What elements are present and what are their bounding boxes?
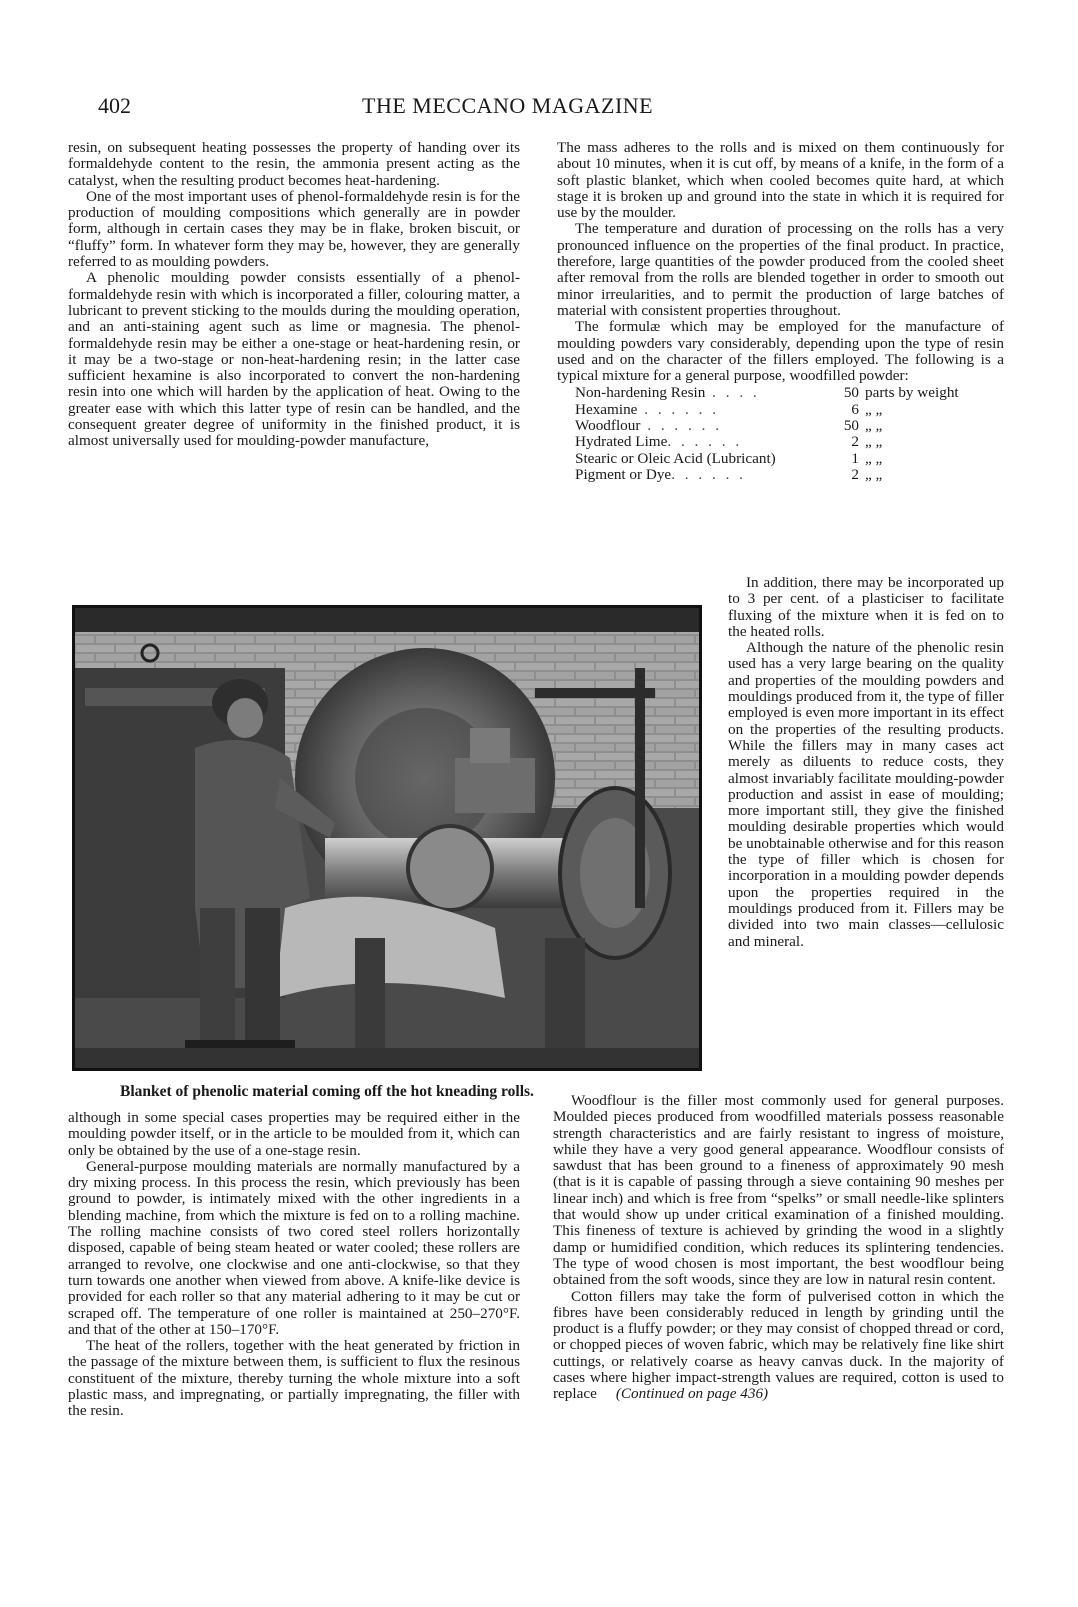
ingredient-unit: „ „	[865, 433, 883, 451]
paragraph: A phenolic moulding powder consists essentially of a phenol-formaldehyde resin with which is incorporated a filler, colouring matter, a lubricant to prevent sticking to the moulds during the moulding operation, and an anti-staining agent such as lime or magnesia. The phenol-formaldehyde resin may be either a one-stage or heat-hardening resin, or it may be a two-stage or non-heat-hardening resin; in the latter case sufficient hexamine is also incorporated to convert the non-hardening resin into one which will harden by the application of heat. Owing to the greater ease with which this latter type of resin can be handled, and the consequent greater degree of uniformity in the finished product, it is almost universally used for moulding-powder manufacture,	[68, 269, 520, 450]
paragraph: The temperature and duration of processing on the rolls has a very pronounced influence on the properties of the final product. In practice, therefore, large quantities of the powder produced from the cooled sheet after removal from the rolls are blended together in order to smooth out minor irreularities, and to permit the production of large batches of material with consistent properties throughout.	[557, 220, 1004, 319]
ingredient-unit: „ „	[865, 400, 883, 418]
ingredient-amount: 50	[843, 417, 859, 435]
ingredient-name: Stearic or Oleic Acid (Lubricant)	[575, 450, 776, 467]
ingredient-amount: 2	[851, 433, 859, 451]
page-title: THE MECCANO MAGAZINE	[362, 93, 654, 118]
formula-table	[575, 385, 1005, 483]
paragraph	[553, 1289, 1004, 1403]
paragraph: resin, on subsequent heating possesses the property of handing over its formaldehyde content to the resin, the ammonia present acting as the catalyst, when the resulting product becomes heat-hardening.	[68, 139, 520, 189]
ingredient-unit: „ „	[865, 417, 883, 435]
dot-leader: . . . . . .	[671, 466, 746, 483]
ingredient-unit: „ „	[865, 449, 883, 467]
continued-note: (Continued on page 436)	[615, 1385, 769, 1403]
ingredient-name: Pigment or Dye	[575, 466, 672, 483]
ingredient-name: Hydrated Lime	[575, 434, 668, 451]
dot-leader: . . . . . .	[667, 434, 743, 451]
formula-row	[575, 451, 1005, 467]
ingredient-unit: „ „	[865, 465, 883, 483]
article-column-3	[728, 575, 1004, 950]
paragraph: In addition, there may be incorporated up to 3 per cent. of a plasticiser to facilitate fluxing of the mixture when it is fed on to the heated rolls.	[728, 574, 1004, 640]
formula-row	[575, 434, 1005, 450]
ingredient-amount: 50	[843, 384, 859, 402]
ingredient-name: Non-hardening Resin	[575, 385, 706, 402]
paragraph: General-purpose moulding materials are normally manufactured by a dry mixing process. In this process the resin, which previously has been ground to powder, is intimately mixed with the other ingredients in a blending machine, from which the mixture is fed on to a rolling machine. The rolling machine consists of two cored steel rollers horizontally disposed, capable of being steam heated or water cooled; these rollers are arranged to revolve, one clockwise and one anti-clockwise, so that they turn towards one another when viewed from above. A knife-like device is provided for each roller so that any material adhering to it may be cut or scraped off. The temperature of one roller is maintained at 250–270°F. and that of the other at 150–170°F.	[68, 1157, 520, 1338]
formula-row	[575, 418, 1005, 434]
paragraph: The heat of the rollers, together with the heat generated by friction in the passage of the mixture between them, is sufficient to flux the resinous constituent of the mixture, thereby turning the whole mixture into a soft plastic mass, and impregnating, or partially impregnating, the filler with the resin.	[68, 1337, 520, 1420]
paragraph: One of the most important uses of phenol-formaldehyde resin is for the production of moulding compositions which generally are in powder form, although in certain cases they may be in flake, broken biscuit, or “fluffy” form. In whatever form they may be, however, they are generally referred to as moulding powders.	[68, 187, 520, 271]
dot-leader: . . . .	[705, 385, 760, 402]
photo-caption: Blanket of phenolic material coming off the hot kneading rolls.	[120, 1083, 534, 1100]
dot-leader: . . . . . .	[637, 401, 719, 418]
formula-row	[575, 385, 1005, 401]
kneading-rolls-photo	[72, 605, 702, 1071]
paragraph-text: Cotton fillers may take the form of pulverised cotton in which the fibres have been considerably reduced in length by grinding until the product is a fluffy powder; or they may consist of chopped thread or cord, or chopped pieces of woven fabric, which may be relatively fine like shirt cuttings, or relatively coarse as heavy canvas duck. In the majority of cases where higher impact-strength values are required, cotton is used to replace	[553, 1287, 1004, 1403]
formula-row	[575, 467, 1005, 483]
article-column-5	[553, 1093, 1004, 1403]
dot-leader: . . . . . .	[640, 418, 722, 435]
paragraph: Woodflour is the filler most commonly used for general purposes. Moulded pieces produced from woodfilled materials possess reasonable strength characteristics and are fairly resistant to ingress of moisture, while they have a very good general appearance. Woodflour consists of sawdust that has been ground to a fineness of approximately 90 mesh (that is it is capable of passing through a sieve containing 90 meshes per linear inch) and which is free from “spelks” or small needle-like splinters that would show up under critical examination of a finished moulding. This fineness of texture is achieved by grinding the wood in a slightly damp or humidified condition, which reduces its splintering tendencies. The type of wood chosen is most important, the best woodflour being obtained from the soft woods, since they are low in natural resin content.	[553, 1092, 1004, 1289]
ingredient-name: Hexamine	[575, 401, 638, 418]
ingredient-name: Woodflour	[575, 418, 641, 435]
paragraph: Although the nature of the phenolic resin used has a very large bearing on the quality and properties of the moulding powders and mouldings produced from it, the type of filler employed is even more important in its effect on the properties of the resulting products. While the fillers may in many cases act merely as diluents to reduce costs, they almost invariably facilitate moulding-powder production and assist in ease of moulding; more important still, they give the finished moulding desirable properties which would be unobtainable otherwise and for this reason the type of filler which is chosen for incorporation in a moulding powder depends upon the properties required in the mouldings produced from it. Fillers may be divided into two main classes—cellulosic and mineral.	[728, 639, 1004, 950]
photo-illustration	[75, 608, 699, 1068]
ingredient-amount: 1	[851, 449, 859, 467]
article-column-4	[68, 1110, 520, 1420]
ingredient-unit: parts by weight	[865, 384, 959, 402]
paragraph: although in some special cases properties may be required either in the moulding powder itself, or in the article to be moulded from it, which can only be obtained by the use of a one-stage resin.	[68, 1109, 520, 1159]
paragraph: The formulæ which may be employed for the manufacture of moulding powders vary considerably, depending upon the type of resin used and on the character of the fillers employed. The following is a typical mixture for a general purpose, woodfilled powder:	[557, 318, 1004, 385]
ingredient-amount: 2	[851, 465, 859, 483]
article-column-2	[557, 140, 1004, 487]
page-number: 402	[98, 93, 131, 118]
formula-row	[575, 402, 1005, 418]
article-column-1	[68, 140, 520, 450]
ingredient-amount: 6	[851, 400, 859, 418]
paragraph: The mass adheres to the rolls and is mixed on them continuously for about 10 minutes, when it is cut off, by means of a knife, in the form of a soft plastic blanket, which when cooled becomes quite hard, at which stage it is broken up and ground into the state in which it is required for use by the moulder.	[557, 139, 1004, 222]
